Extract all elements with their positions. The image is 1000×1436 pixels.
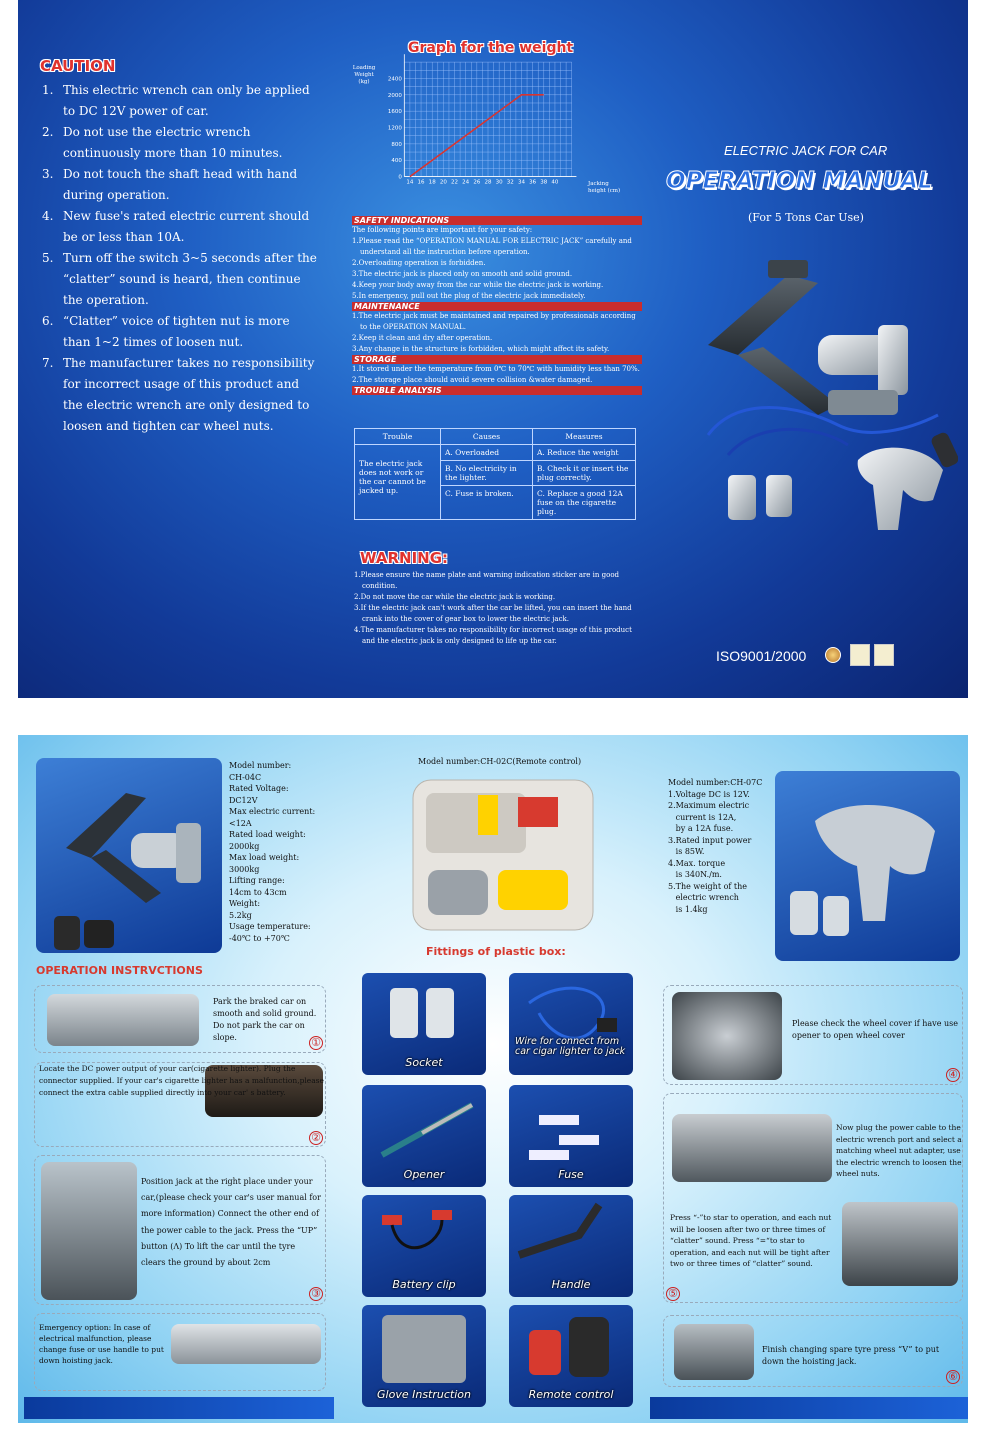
spec-line: -40℃ to +70℃ xyxy=(229,933,290,943)
footer-bar xyxy=(24,1397,334,1419)
storage-item: 1.It stored under the temperature from 0℃ to 70℃ with humidity less than 70%. xyxy=(352,365,640,373)
safety-intro: The following points are important for your safety: xyxy=(352,226,533,234)
th-causes: Causes xyxy=(441,429,533,445)
cause-cell: A. Overloaded xyxy=(441,445,533,461)
graph-ylabel: Loading Weight (kg) xyxy=(352,65,376,85)
caution-title: CAUTION xyxy=(40,57,116,75)
fitting-label: Fuse xyxy=(558,1168,584,1181)
safety-item: 2.Overloading operation is forbidden. xyxy=(352,259,486,267)
step-text: Now plug the power cable to the electric wrench port and select a matching wheel nut adapter, use the electric wrench to loosen the wheel nuts. xyxy=(836,1123,962,1178)
trouble-table xyxy=(354,428,636,520)
fitting-label: Wire for connect from car cigar lighter to jack xyxy=(515,1036,626,1057)
step-card xyxy=(34,1062,326,1147)
caution-number: 4. xyxy=(42,209,54,223)
y-tick-label: 1200 xyxy=(387,125,402,132)
spec-line: 3000kg xyxy=(229,864,260,874)
operation-title: OPERATION INSTRVCTIONS xyxy=(36,964,203,977)
spec-line: Max electric current: xyxy=(229,807,316,816)
graph-xlabel: Jacking height (cm) xyxy=(588,181,621,194)
spec-line: DC12V xyxy=(229,795,258,805)
x-tick-label: 36 xyxy=(529,179,537,186)
wrench-spec xyxy=(668,777,778,915)
y-tick-label: 0 xyxy=(398,174,402,181)
cover-title: OPERATION MANUAL xyxy=(666,168,933,194)
warning-item: 2.Do not move the car while the electric jack is working. xyxy=(354,593,556,601)
spec-line: Rated Voltage: xyxy=(229,784,289,793)
x-tick-label: 28 xyxy=(484,179,492,186)
safety-list xyxy=(352,236,642,302)
measure-cell: B. Check it or insert the plug correctly. xyxy=(533,461,636,486)
spec-line: is 1.4kg xyxy=(668,904,708,914)
warning-item: 1.Please ensure the name plate and warning indication sticker are in good condition. xyxy=(354,571,620,590)
step-card xyxy=(663,1093,963,1303)
step-photo xyxy=(672,992,782,1080)
iso-label: ISO9001/2000 xyxy=(716,648,807,664)
caution-item xyxy=(18,80,318,122)
fitting-label: Glove Instruction xyxy=(377,1388,471,1401)
fitting-wire xyxy=(509,973,633,1075)
maintenance-list xyxy=(352,311,642,355)
spec-line: Usage temperature: xyxy=(229,922,311,931)
cover-panel xyxy=(18,0,968,698)
maintenance-item: 1.The electric jack must be maintained and repaired by professionals according to the OPERATION MANUAL. xyxy=(352,312,636,331)
fitting-remote xyxy=(509,1305,633,1407)
maintenance-item: 3.Any change in the structure is forbidden, which might affect its safety. xyxy=(352,345,610,353)
step-photo xyxy=(842,1202,958,1286)
caution-item xyxy=(18,248,318,311)
caution-text: “Clatter” voice of tighten nut is more than 1~2 times of loosen nut. xyxy=(63,314,290,349)
step-number: ⑥ xyxy=(946,1370,960,1384)
spec-line: is 340N./m. xyxy=(668,870,722,879)
th-trouble: Trouble xyxy=(355,429,441,445)
step-card xyxy=(34,1313,326,1391)
x-tick-label: 34 xyxy=(517,179,525,186)
graph-title: Graph for the weight xyxy=(408,40,574,56)
x-tick-label: 22 xyxy=(451,179,459,186)
cover-note: (For 5 Tons Car Use) xyxy=(748,211,864,224)
footer-bar xyxy=(650,1397,968,1419)
spec-line: 5.The weight of the xyxy=(668,881,747,891)
measure-cell: C. Replace a good 12A fuse on the cigarette plug. xyxy=(533,486,636,520)
plastic-box-photo xyxy=(408,775,598,935)
caution-text: Turn off the switch 3~5 seconds after the “clatter” sound is heard, then continue the operation. xyxy=(63,251,317,307)
certificate-icon xyxy=(850,644,870,666)
fitting-label: Socket xyxy=(405,1056,443,1069)
y-tick-label: 800 xyxy=(391,141,402,148)
maintenance-heading: MAINTENANCE xyxy=(352,302,642,311)
instructions-panel xyxy=(18,735,968,1423)
cover-subtitle: ELECTRIC JACK FOR CAR xyxy=(724,143,888,158)
seal-icon xyxy=(825,647,841,663)
caution-number: 6. xyxy=(42,314,54,328)
spec-line: Max load weight: xyxy=(229,853,300,862)
measure-cell: A. Reduce the weight xyxy=(533,445,636,461)
caution-list xyxy=(18,80,318,437)
step-text: Position jack at the right place under your car,(please check your car's user manual for more information) Connect the other end of the power cable to the jack. Press the “UP” button (Λ) To lift the car until the tyre clears the ground by about 2cm xyxy=(141,1177,321,1268)
jack-wrench-illustration xyxy=(668,255,958,535)
spec-line: Model number: xyxy=(229,761,292,770)
spec-line: 14cm to 43cm xyxy=(229,887,287,897)
storage-list xyxy=(352,364,642,386)
y-tick-label: 1600 xyxy=(387,109,402,116)
fittings-title: Fittings of plastic box: xyxy=(426,945,566,958)
safety-item: 4.Keep your body away from the car while the electric jack is working. xyxy=(352,281,604,289)
spec-line: electric wrench xyxy=(668,893,739,902)
th-measures: Measures xyxy=(533,429,636,445)
spec-line: 2000kg xyxy=(229,841,260,851)
spec-line: 5.2kg xyxy=(229,910,252,920)
x-tick-label: 32 xyxy=(506,179,514,186)
fitting-glove xyxy=(362,1305,486,1407)
spec-line: Model number:CH-07C xyxy=(668,778,763,787)
fitting-handle xyxy=(509,1195,633,1297)
step-photo xyxy=(672,1114,832,1182)
fitting-label: Battery clip xyxy=(392,1278,456,1291)
x-tick-label: 14 xyxy=(406,179,414,186)
step-number: ① xyxy=(309,1036,323,1050)
step-text: Press “-”to star to operation, and each nut will be loosen after two or three times of “clatter” sound. Press “=“to star to operation, and each nut will be tight after two or three times of “clatter” sound. xyxy=(670,1213,832,1268)
caution-number: 1. xyxy=(42,83,54,97)
cause-cell: B. No electricity in the lighter. xyxy=(441,461,533,486)
step-text: Locate the DC power output of your car(cigarette lighter). Plug the connector supplied. If your car's cigarette lighter has a malfunction,please connect the extra cable supplied directly into your car' s battery. xyxy=(39,1064,324,1097)
fitting-label: Opener xyxy=(403,1168,445,1181)
x-tick-label: 26 xyxy=(473,179,481,186)
caution-item xyxy=(18,353,318,437)
warning-title: WARNING: xyxy=(360,549,449,567)
jack-spec xyxy=(229,760,359,944)
spec-line: <12A xyxy=(229,818,252,828)
warning-item: 3.If the electric jack can't work after the car be lifted, you can insert the hand crank into the cover of gear box to lower the electric jack. xyxy=(354,604,632,623)
caution-item xyxy=(18,122,318,164)
caution-number: 5. xyxy=(42,251,54,265)
safety-section xyxy=(352,216,642,395)
cause-cell: C. Fuse is broken. xyxy=(441,486,533,520)
x-tick-label: 24 xyxy=(462,179,470,186)
spec-line: is 85W. xyxy=(668,847,705,856)
step-text: Park the braked car on smooth and solid ground. Do not park the car on slope. xyxy=(213,997,317,1042)
spec-line: Lifting range: xyxy=(229,876,285,885)
step-number: ③ xyxy=(309,1287,323,1301)
spec-line: Weight: xyxy=(229,899,261,908)
storage-heading: STORAGE xyxy=(352,355,642,364)
caution-text: New fuse's rated electric current should be or less than 10A. xyxy=(63,209,310,244)
fitting-label: Remote control xyxy=(528,1388,614,1401)
scissor-jack-icon xyxy=(708,260,908,415)
step-text: Finish changing spare tyre press “V” to put down the hoisting jack. xyxy=(762,1345,940,1366)
fitting-fuse xyxy=(509,1085,633,1187)
fitting-battery-clip xyxy=(362,1195,486,1297)
trouble-heading: TROUBLE ANALYSIS xyxy=(352,386,642,395)
electric-wrench-icon xyxy=(858,448,943,530)
fitting-socket xyxy=(362,973,486,1075)
spec-line: 2.Maximum electric xyxy=(668,801,750,810)
safety-item: 3.The electric jack is placed only on smooth and solid ground. xyxy=(352,270,573,278)
spec-line: 3.Rated input power xyxy=(668,835,752,845)
x-tick-label: 38 xyxy=(540,179,548,186)
maintenance-item: 2.Keep it clean and dry after operation. xyxy=(352,334,493,342)
spec-line: CH-04C xyxy=(229,772,262,782)
step-photo xyxy=(674,1324,754,1380)
caution-text: Do not touch the shaft head with hand during operation. xyxy=(63,167,298,202)
storage-item: 2.The storage place should avoid severe collision &water damaged. xyxy=(352,376,593,384)
caution-text: Do not use the electric wrench continuously more than 10 minutes. xyxy=(63,125,283,160)
safety-heading: SAFETY INDICATIONS xyxy=(352,216,642,225)
safety-item: 1.Please read the “OPERATION MANUAL FOR ELECTRIC JACK” carefully and understand all the instruction before operation. xyxy=(352,237,632,256)
jack-photo xyxy=(36,758,222,953)
y-tick-label: 2000 xyxy=(387,92,402,99)
trouble-cell: The electric jack does not work or the car cannot be jacked up. xyxy=(355,445,441,520)
caution-item xyxy=(18,206,318,248)
fitting-label: Handle xyxy=(551,1278,591,1291)
caution-text: This electric wrench can only be applied to DC 12V power of car. xyxy=(63,83,310,118)
wrench-photo xyxy=(775,771,960,961)
step-card xyxy=(663,1315,963,1387)
x-tick-label: 30 xyxy=(495,179,503,186)
step-card xyxy=(34,985,326,1053)
spec-line: 4.Max. torque xyxy=(668,858,726,868)
caution-number: 3. xyxy=(42,167,54,181)
caution-item xyxy=(18,164,318,206)
x-tick-label: 16 xyxy=(417,179,425,186)
caution-number: 2. xyxy=(42,125,54,139)
x-tick-label: 18 xyxy=(428,179,436,186)
warning-list xyxy=(354,570,640,647)
warning-item: 4.The manufacturer takes no responsibility for incorrect usage of this product and the electric jack is only designed to life up the car. xyxy=(354,626,632,645)
step-number: ④ xyxy=(946,1068,960,1082)
step-photo xyxy=(47,994,199,1046)
step-card xyxy=(663,985,963,1085)
step-photo xyxy=(171,1324,321,1364)
safety-item: 5.In emergency, pull out the plug of the electric jack immediately. xyxy=(352,292,586,300)
weight-chart xyxy=(343,40,603,190)
y-tick-label: 2400 xyxy=(387,76,402,83)
y-tick-label: 400 xyxy=(391,158,402,165)
socket-icon xyxy=(728,475,792,520)
caution-text: The manufacturer takes no responsibility for incorrect usage of this product and the electric wrench are only designed to loosen and tighten car wheel nuts. xyxy=(63,356,315,433)
x-tick-label: 40 xyxy=(551,179,559,186)
step-photo xyxy=(41,1162,137,1300)
spec-line: Rated load weight: xyxy=(229,830,306,839)
box-model-label: Model number:CH-02C(Remote control) xyxy=(418,757,582,766)
certificate-icon xyxy=(874,644,894,666)
caution-item xyxy=(18,311,318,353)
step-number: ⑤ xyxy=(666,1287,680,1301)
spec-line: by a 12A fuse. xyxy=(668,824,734,833)
step-text: Emergency option: In case of electrical malfunction, please change fuse or use handle to put down hoisting jack. xyxy=(39,1323,164,1365)
x-tick-label: 20 xyxy=(439,179,447,186)
step-text: Please check the wheel cover if have use opener to open wheel cover xyxy=(792,1019,958,1040)
spec-line: current is 12A, xyxy=(668,812,737,822)
caution-number: 7. xyxy=(42,356,54,370)
step-card xyxy=(34,1155,326,1305)
spec-line: 1.Voltage DC is 12V. xyxy=(668,789,750,799)
fitting-opener xyxy=(362,1085,486,1187)
step-number: ② xyxy=(309,1131,323,1145)
